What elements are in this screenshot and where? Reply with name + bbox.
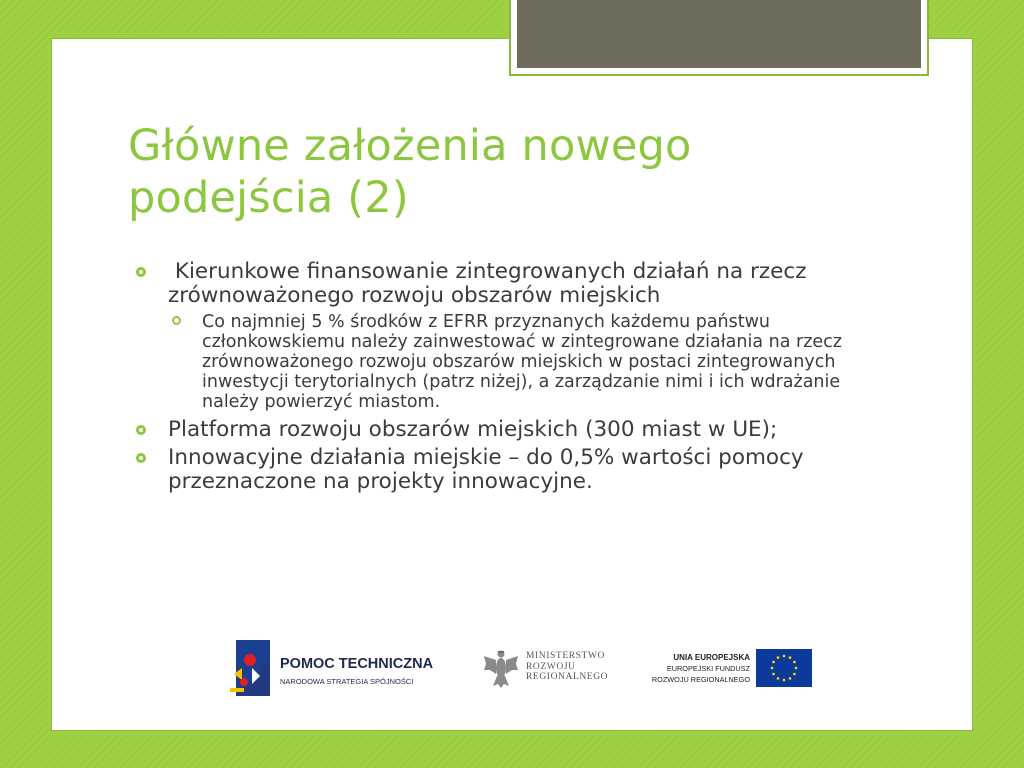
circle-bullet-icon — [136, 453, 146, 463]
ministerstwo-line-2: ROZWOJU — [526, 661, 576, 672]
unia-line-1: UNIA EUROPEJSKA — [673, 653, 750, 662]
pomoc-techniczna-mark-icon — [230, 638, 274, 698]
slide-title — [128, 120, 908, 224]
eu-flag-icon — [756, 649, 812, 687]
bullet-item — [134, 418, 874, 442]
pomoc-techniczna-title: POMOC TECHNICZNA — [280, 656, 434, 672]
eu-star-icon — [793, 661, 796, 664]
title-line-2: podejścia (2) — [128, 173, 409, 223]
ministerstwo-line-1: MINISTERSTWO — [526, 651, 605, 661]
sub-bullet-text: Co najmniej 5 % środków z EFRR przyznanych każdemu państwu członkowskiemu należy zainwestować w zintegrowane działania na rzecz zrównoważonego rozwoju obszarów miejskich w postaci zintegrowanych inwestycji terytorialnych (patrz niżej), a zarządzanie nimi i ich wdrażanie należy powierzyć miastom. — [202, 312, 842, 412]
bullet-text: Innowacyjne działania miejskie – do 0,5% wartości pomocy przeznaczone na projekty innowacyjne. — [168, 445, 804, 494]
circle-bullet-icon — [136, 267, 146, 277]
bullet-item — [134, 446, 874, 494]
bullet-text: Kierunkowe finansowanie zintegrowanych działań na rzecz zrównoważonego rozwoju obszarów miejskich — [168, 259, 814, 308]
ministerstwo-text — [526, 651, 608, 683]
eu-star-icon — [783, 679, 786, 682]
unia-europejska-logo — [640, 648, 816, 690]
ministerstwo-line-3: REGIONALNEGO — [526, 672, 609, 682]
circle-bullet-icon — [136, 425, 146, 435]
sub-bullet-item — [172, 312, 874, 412]
unia-line-3: ROZWOJU REGIONALNEGO — [651, 675, 750, 684]
ministerstwo-logo — [484, 648, 644, 690]
bullet-text: Platforma rozwoju obszarów miejskich (300 miast w UE); — [168, 417, 778, 442]
pomoc-techniczna-logo — [230, 638, 450, 700]
eu-star-icon — [777, 656, 780, 659]
eu-star-icon — [772, 673, 775, 676]
eu-star-icon — [783, 655, 786, 658]
circle-bullet-icon — [172, 316, 181, 325]
eu-star-icon — [771, 667, 774, 670]
eu-star-icon — [789, 656, 792, 659]
eu-star-icon — [777, 677, 780, 680]
title-line-1: Główne założenia nowego — [128, 121, 692, 171]
eu-star-icon — [793, 673, 796, 676]
accent-frame — [509, 0, 929, 76]
bullet-item — [134, 260, 874, 308]
accent-box — [517, 0, 921, 68]
bullet-list — [134, 260, 874, 498]
pomoc-techniczna-subtitle: NARODOWA STRATEGIA SPÓJNOŚCI — [280, 677, 414, 686]
eu-star-icon — [789, 677, 792, 680]
unia-line-2: EUROPEJSKI FUNDUSZ — [666, 664, 750, 673]
eagle-emblem-icon — [484, 648, 518, 690]
unia-text — [652, 652, 750, 685]
eu-star-icon — [772, 661, 775, 664]
eu-star-icon — [795, 667, 798, 670]
